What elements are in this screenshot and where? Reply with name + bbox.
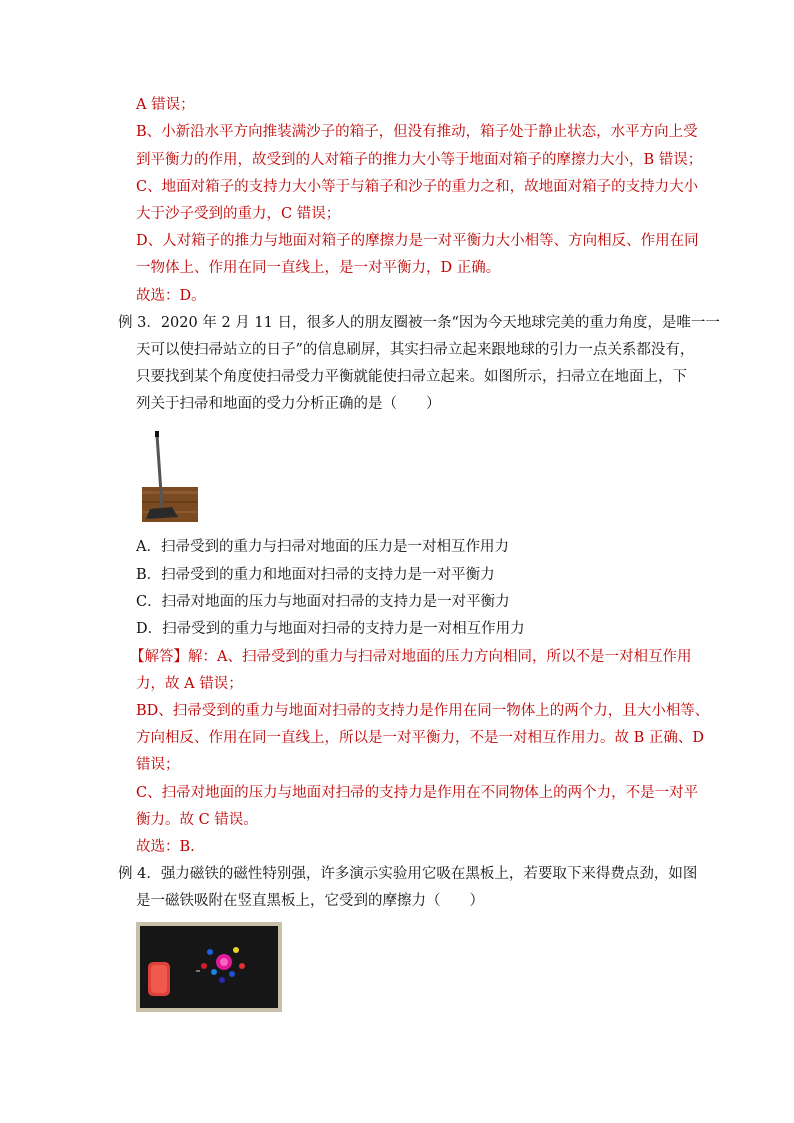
sol2-answer: 故选：D。 — [136, 288, 206, 304]
sol2-line5: 大于沙子受到的重力，C 错误； — [136, 206, 341, 222]
answer-tag: 【解答】 — [130, 649, 188, 665]
ex3-answer-line7: 衡力。故 C 错误。 — [136, 812, 258, 828]
ex3-question-line2: 天可以使扫帚站立的日子”的信息刷屏，其实扫帚立起来跟地球的引力一点关系都没有， — [136, 342, 695, 358]
ex3-option-a: A．扫帚受到的重力与扫帚对地面的压力是一对相互作用力 — [136, 539, 509, 555]
sol2-line4: C、地面对箱子的支持力大小等于与箱子和沙子的重力之和，故地面对箱子的支持力大小 — [136, 179, 699, 195]
ex3-answer-line6: C、扫帚对地面的压力与地面对扫帚的支持力是作用在不同物体上的两个力，不是一对平 — [136, 785, 699, 801]
ex3-question-line4: 列关于扫帚和地面的受力分析正确的是（ ） — [136, 396, 441, 412]
blackboard-figure — [136, 918, 282, 1012]
ex3-option-d: D．扫帚受到的重力与地面对扫帚的支持力是一对相互作用力 — [136, 621, 525, 637]
sol2-line6: D、人对箱子的推力与地面对箱子的摩擦力是一对平衡力大小相等、方向相反、作用在同 — [136, 233, 699, 249]
ex3-answer-line5: 错误； — [136, 757, 180, 773]
sol2-line2: B、小新沿水平方向推装满沙子的箱子，但没有推动，箱子处于静止状态，水平方向上受 — [136, 124, 698, 140]
sol2-line1: A 错误； — [136, 97, 195, 113]
ex3-option-c: C．扫帚对地面的压力与地面对扫帚的支持力是一对平衡力 — [136, 594, 510, 610]
ex3-option-b: B．扫帚受到的重力和地面对扫帚的支持力是一对平衡力 — [136, 567, 495, 583]
ex3-answer-line3: BD、扫帚受到的重力与地面对扫帚的支持力是作用在同一物体上的两个力，且大小相等、 — [136, 703, 710, 719]
ex3-question-line3: 只要找到某个角度使扫帚受力平衡就能使扫帚立起来。如图所示，扫帚立在地面上，下 — [136, 369, 687, 385]
ex3-answer-line1 — [130, 647, 691, 667]
sol2-line7: 一物体上、作用在同一直线上，是一对平衡力，D 正确。 — [136, 260, 501, 276]
answer-text: 解：A、扫帚受到的重力与扫帚对地面的压力方向相同，所以不是一对相互作用 — [188, 649, 692, 665]
broom-figure — [142, 429, 198, 522]
ex3-answer-choice: 故选：B. — [136, 839, 195, 855]
ex3-answer-line4: 方向相反、作用在同一直线上，所以是一对平衡力，不是一对相互作用力。故 B 正确、D — [136, 730, 704, 746]
sol2-line3: 到平衡力的作用，故受到的人对箱子的推力大小等于地面对箱子的摩擦力大小，B 错误； — [136, 152, 703, 168]
ex4-question-line1: 例 4．强力磁铁的磁性特别强，许多演示实验用它吸在黑板上，若要取下来得费点劲，如图 — [118, 866, 698, 882]
ex4-question-line2: 是一磁铁吸附在竖直黑板上，它受到的摩擦力（ ） — [136, 893, 484, 909]
ex3-question-line1: 例 3．2020 年 2 月 11 日，很多人的朋友圈被一条“因为今天地球完美的重力角度，是唯一一 — [118, 315, 720, 331]
ex3-answer-line2: 力，故 A 错误； — [136, 676, 243, 692]
